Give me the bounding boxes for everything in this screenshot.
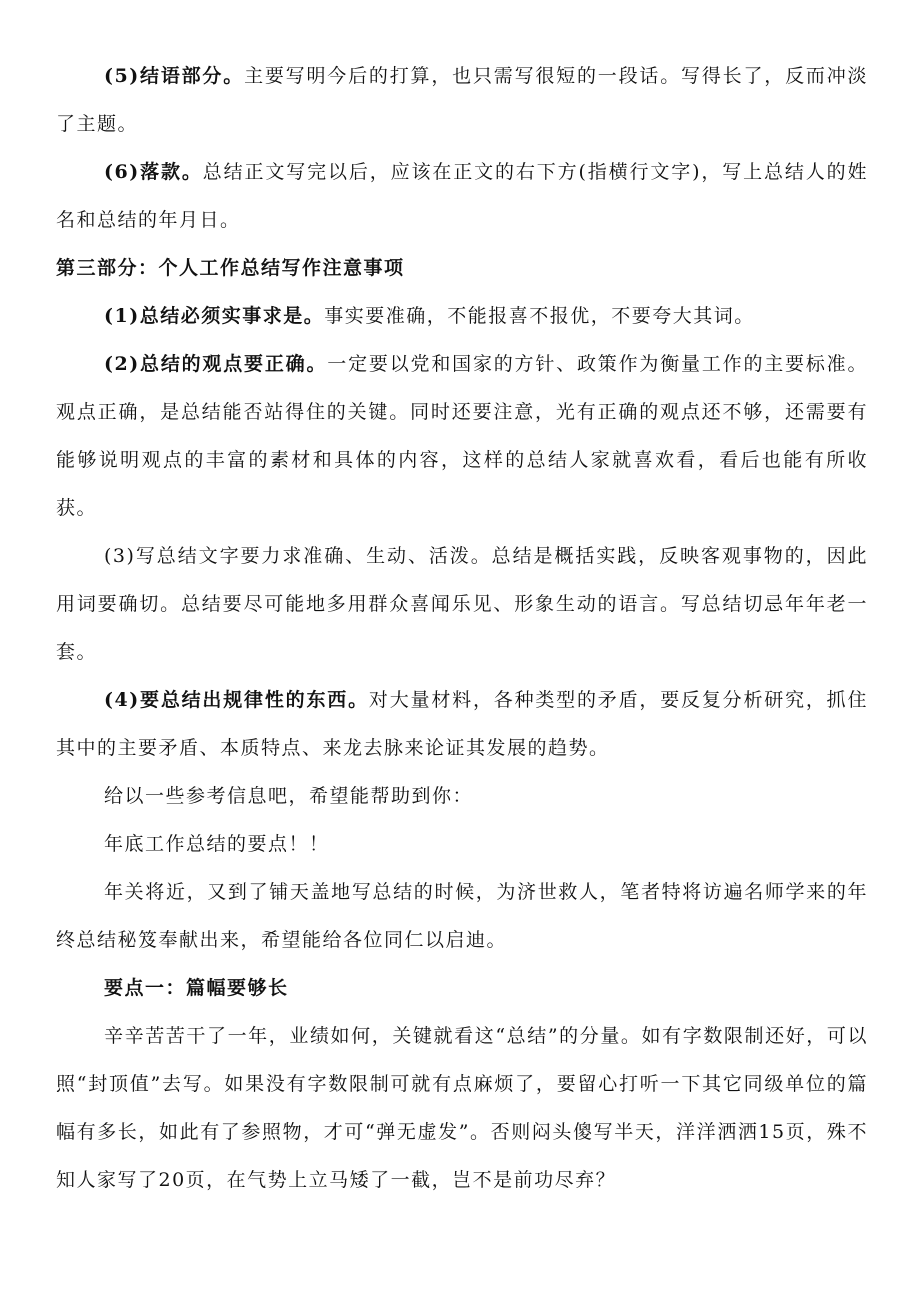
paragraph-viewpoint <box>56 340 868 532</box>
paragraph-signature <box>56 148 868 244</box>
paragraph-text: 总结正文写完以后，应该在正文的右下方(指横行文字)，写上总结人的姓名和总结的年月日。 <box>56 161 869 231</box>
document-page <box>56 52 868 1204</box>
paragraph-lead: (4)要总结出规律性的东西。 <box>104 689 369 711</box>
paragraph-lead: (1)总结必须实事求是。 <box>104 305 325 327</box>
paragraph-lead: (6)落款。 <box>104 161 203 183</box>
paragraph-wording: (3)写总结文字要力求准确、生动、活泼。总结是概括实践，反映客观事物的，因此用词要确切。总结要尽可能地多用群众喜闻乐见、形象生动的语言。写总结切忌年年老一套。 <box>56 545 868 663</box>
paragraph-regularity <box>56 676 868 772</box>
paragraph-text: 一定要以党和国家的方针、政策作为衡量工作的主要标准。观点正确，是总结能否站得住的关键。同时还要注意，光有正确的观点还不够，还需要有能够说明观点的丰富的素材和具体的内容，这样的总结人家就喜欢看，看后也能有所收获。 <box>56 353 868 519</box>
paragraph-lead: (2)总结的观点要正确。 <box>104 353 328 375</box>
paragraph-text: 主要写明今后的打算，也只需写很短的一段话。写得长了，反而冲淡了主题。 <box>56 65 868 135</box>
paragraph-text: 对大量材料，各种类型的矛盾，要反复分析研究，抓住其中的主要矛盾、本质特点、来龙去脉来论证其发展的趋势。 <box>56 689 868 759</box>
paragraph-year-end-title: 年底工作总结的要点！！ <box>104 833 330 855</box>
paragraph-text: 事实要准确，不能报喜不报优，不要夸大其词。 <box>324 305 755 327</box>
paragraph-lead: (5)结语部分。 <box>104 65 245 87</box>
paragraph-point-one: 辛辛苦苦干了一年，业绩如何，关键就看这“总结”的分量。如有字数限制还好，可以照“封顶值”去写。如果没有字数限制可就有点麻烦了，要留心打听一下其它同级单位的篇幅有多长，如此有了参照物，才可“弹无虚发”。否则闷头傻写半天，洋洋洒洒15页，殊不知人家写了20页，在气势上立马矮了一截，岂不是前功尽弃？ <box>56 1025 868 1191</box>
section-heading: 第三部分：个人工作总结写作注意事项 <box>56 257 405 279</box>
point-one-heading: 要点一：篇幅要够长 <box>104 977 289 999</box>
paragraph-intro: 年关将近，又到了铺天盖地写总结的时候，为济世救人，笔者特将访遍名师学来的年终总结秘笈奉献出来，希望能给各位同仁以启迪。 <box>56 881 868 951</box>
paragraph-conclusion <box>56 52 868 148</box>
paragraph-factual <box>56 292 868 340</box>
paragraph-reference: 给以一些参考信息吧，希望能帮助到你： <box>104 785 474 807</box>
